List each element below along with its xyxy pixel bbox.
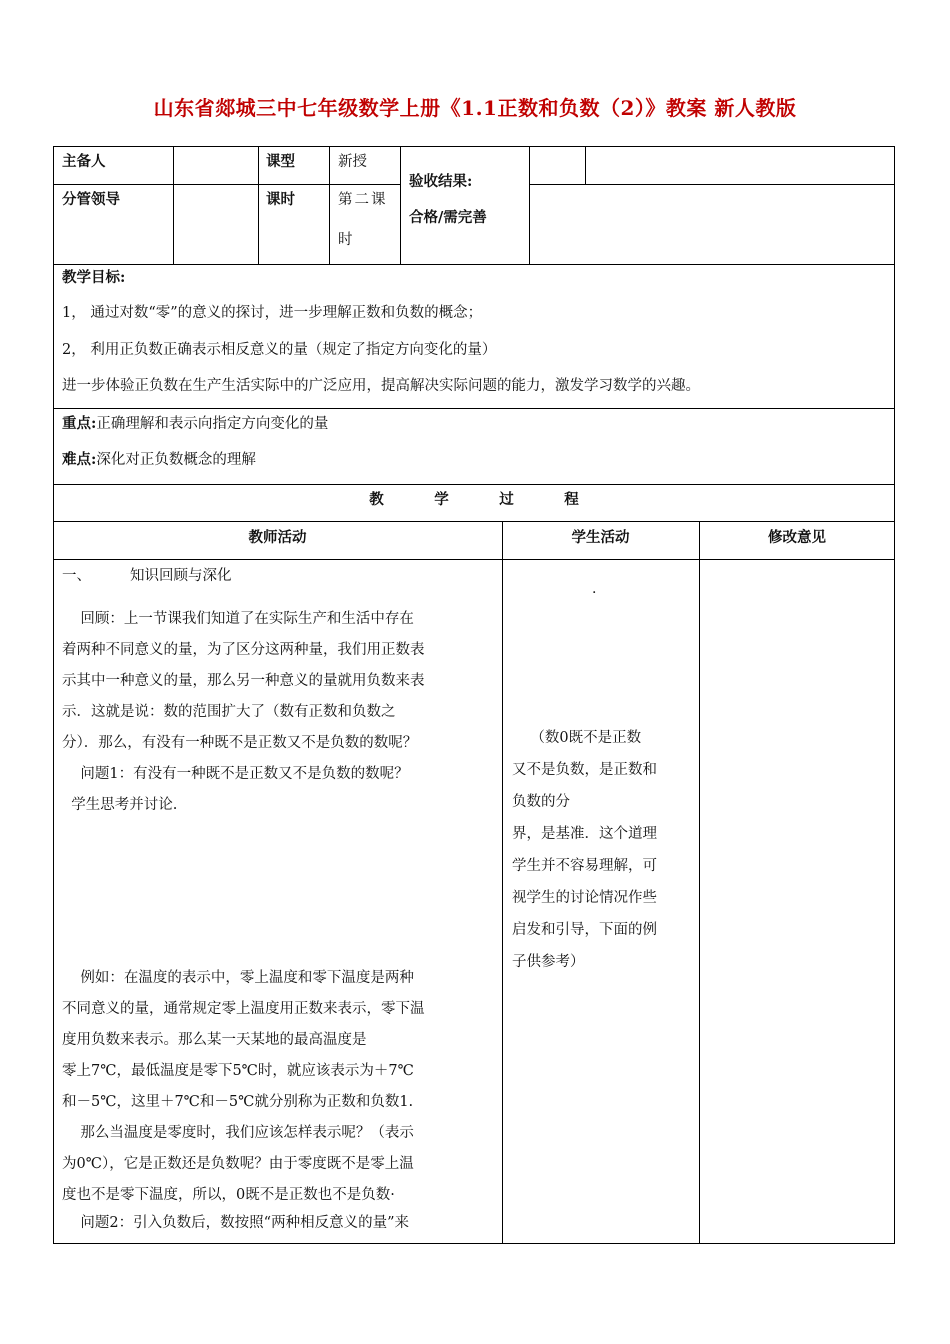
lesson-type-label: 课型 <box>266 153 295 170</box>
teacher-line: 分）．那么，有没有一种既不是正数又不是负数的数呢？ <box>62 735 418 751</box>
teacher-line: 问题2：引入负数后，数按照“两种相反意义的量”来 <box>62 1215 409 1231</box>
student-dot: · <box>592 585 597 601</box>
teacher-line: 学生思考并讨论. <box>62 797 178 813</box>
section-title: 知识回顾与深化 <box>130 568 232 584</box>
key-point-text: 正确理解和表示向指定方向变化的量 <box>96 416 329 432</box>
check-result-label: 验收结果: <box>409 173 473 190</box>
difficult-point-label: 难点: <box>62 451 97 468</box>
student-line: 子供参考） <box>512 954 585 970</box>
teacher-line: 例如：在温度的表示中，零上温度和零下温度是两种 <box>62 970 414 986</box>
objective-item: 1， 通过对数“零”的意义的探讨，进一步理解正数和负数的概念； <box>62 305 483 321</box>
teacher-line: 示其中一种意义的量，那么另一种意义的量就用负数来表 <box>62 673 425 689</box>
period-value-line2: 时 <box>338 232 353 248</box>
period-value-line1: 第二课 <box>338 192 388 208</box>
teacher-line: 示．这就是说：数的范围扩大了（数有正数和负数之 <box>62 704 396 720</box>
lesson-type-value: 新授 <box>338 154 367 170</box>
student-line: 学生并不容易理解，可 <box>512 858 657 874</box>
teacher-line: 零上7℃，最低温度是零下5℃时，就应该表示为＋7℃ <box>62 1063 414 1079</box>
teacher-line: 和－5℃，这里＋7℃和－5℃就分别称为正数和负数1. <box>62 1094 414 1110</box>
period-label: 课时 <box>266 191 295 208</box>
student-line: 视学生的讨论情况作些 <box>512 890 657 906</box>
student-line: 又不是负数，是正数和 <box>512 762 657 778</box>
student-line: 界，是基准．这个道理 <box>512 826 657 842</box>
preparer-label: 主备人 <box>62 153 106 170</box>
teacher-line: 回顾：上一节课我们知道了在实际生产和生活中存在 <box>62 611 414 627</box>
teacher-line: 为0℃），它是正数还是负数呢？由于零度既不是零上温 <box>62 1156 414 1172</box>
objective-item: 进一步体验正负数在生产生活实际中的广泛应用，提高解决实际问题的能力，激发学习数学的兴趣。 <box>62 378 700 394</box>
teacher-line: 那么当温度是零度时，我们应该怎样表示呢？（表示 <box>62 1125 414 1141</box>
teacher-line: 不同意义的量，通常规定零上温度用正数来表示，零下温 <box>62 1001 425 1017</box>
student-activity-header: 学生活动 <box>571 529 630 546</box>
revision-notes-header: 修改意见 <box>768 529 826 546</box>
difficult-point-text: 深化对正负数概念的理解 <box>96 452 256 468</box>
difficult-point <box>62 450 256 470</box>
teacher-text-block-2 <box>62 963 498 1235</box>
key-point-label: 重点: <box>62 415 97 432</box>
objectives-label: 教学目标: <box>62 269 126 286</box>
teacher-line: 着两种不同意义的量，为了区分这两种量，我们用正数表 <box>62 642 425 658</box>
check-result-value: 合格/需完善 <box>409 209 487 226</box>
process-heading: 教 学 过 程 <box>369 491 579 508</box>
key-point <box>62 414 328 434</box>
student-text-block <box>512 722 696 978</box>
student-line: 启发和引导，下面的例 <box>512 922 657 938</box>
teacher-line: 问题1：有没有一种既不是正数又不是负数的数呢？ <box>62 766 409 782</box>
objective-item: 2， 利用正负数正确表示相反意义的量（规定了指定方向变化的量） <box>62 342 497 358</box>
leader-label: 分管领导 <box>62 191 120 208</box>
teacher-activity-header: 教师活动 <box>248 529 307 546</box>
student-line: （数0既不是正数 <box>512 730 642 746</box>
teacher-line: 度用负数来表示。那么某一天某地的最高温度是 <box>62 1032 367 1048</box>
teacher-text-block-1 <box>62 604 498 821</box>
section-number: 一、 <box>62 568 91 584</box>
document-title: 山东省郯城三中七年级数学上册《1.1正数和负数（2）》教案 新人教版 <box>153 96 797 120</box>
teacher-line: 度也不是零下温度，所以，0既不是正数也不是负数· <box>62 1187 395 1203</box>
student-line: 负数的分 <box>512 794 570 810</box>
